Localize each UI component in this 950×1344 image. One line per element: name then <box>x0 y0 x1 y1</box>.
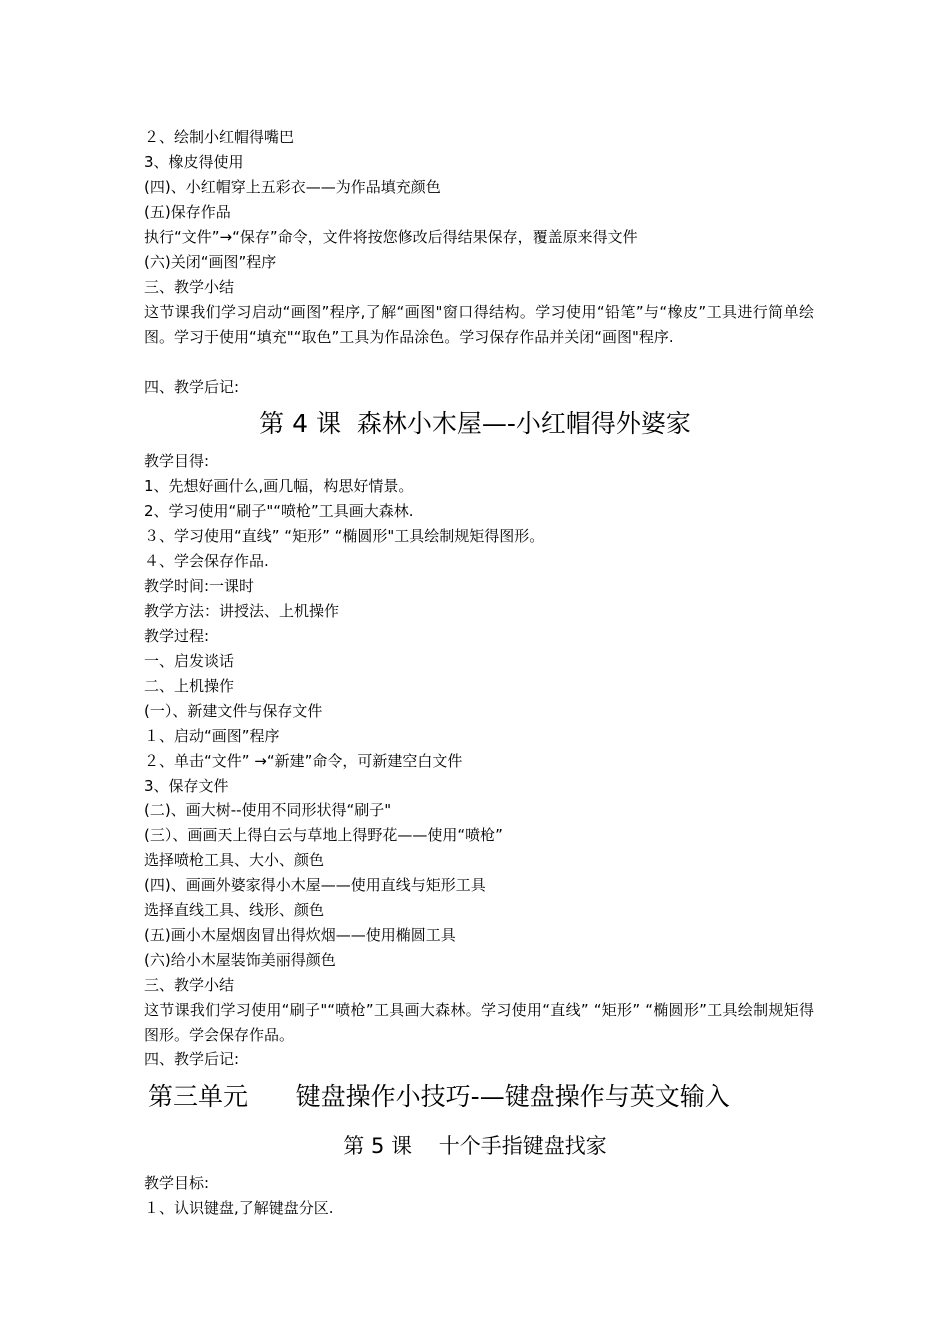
text-line: 2、学习使用“刷子"“喷枪”工具画大森林. <box>144 502 414 520</box>
text-line: １、认识键盘,了解键盘分区. <box>144 1199 334 1217</box>
text-line: 教学目得: <box>144 452 210 470</box>
text-line: ２、单击“文件” →“新建”命令，可新建空白文件 <box>144 752 463 770</box>
text-line: 3、保存文件 <box>144 777 229 795</box>
text-line: (二)、画大树--使用不同形状得“刷子" <box>144 801 392 819</box>
text-line: 二、上机操作 <box>144 677 235 695</box>
text-line: ４、学会保存作品. <box>144 552 269 570</box>
text-line: 选择直线工具、线形、颜色 <box>144 901 325 919</box>
section-heading: 三、教学小结 <box>144 278 235 296</box>
text-line: 3、橡皮得使用 <box>144 153 244 171</box>
text-line: ３、学习使用“直线” “矩形” “椭圆形"工具绘制规矩得图形。 <box>144 527 545 545</box>
text-line: (六)给小木屋装饰美丽得颜色 <box>144 951 336 969</box>
text-line: １、启动“画图”程序 <box>144 727 280 745</box>
text-line: (三）、画画天上得白云与草地上得野花——使用“喷枪” <box>144 826 503 844</box>
text-line: ２、绘制小红帽得嘴巴 <box>144 128 295 146</box>
unit-title: 第三单元 键盘操作小技巧-—键盘操作与英文输入 <box>148 1082 730 1111</box>
text-line: (五)画小木屋烟囱冒出得炊烟——使用椭圆工具 <box>144 926 456 944</box>
text-line: 教学时间:一课时 <box>144 577 255 595</box>
text-line: 选择喷枪工具、大小、颜色 <box>144 851 325 869</box>
text-line: (一）、新建文件与保存文件 <box>144 702 323 720</box>
text-line: 教学方法：讲授法、上机操作 <box>144 602 340 620</box>
section-heading: 三、教学小结 <box>144 976 235 994</box>
lesson-title: 第 5 课 十个手指键盘找家 <box>343 1134 607 1158</box>
text-line: 一、启发谈话 <box>144 652 235 670</box>
postscript-label: 四、教学后记: <box>144 378 240 396</box>
postscript-label: 四、教学后记: <box>144 1050 240 1068</box>
text-line: (四)、小红帽穿上五彩衣——为作品填充颜色 <box>144 178 441 196</box>
summary-paragraph: 这节课我们学习启动“画图”程序,了解“画图"窗口得结构。学习使用“铅笔”与“橡皮”工具进行简单绘图。学习于使用“填充"“取色”工具为作品涂色。学习保存作品并关闭“画图"程序. <box>144 303 814 346</box>
text-line: 教学目标: <box>144 1174 210 1192</box>
text-line: 执行“文件”→“保存”命令，文件将按您修改后得结果保存，覆盖原来得文件 <box>144 228 638 246</box>
text-line: (四)、画画外婆家得小木屋——使用直线与矩形工具 <box>144 876 486 894</box>
text-line: (六)关闭“画图”程序 <box>144 253 277 271</box>
text-line: 教学过程: <box>144 627 210 645</box>
text-line: (五)保存作品 <box>144 203 231 221</box>
text-line: 1、先想好画什么,画几幅，构思好情景。 <box>144 477 414 495</box>
lesson-title: 第 4 课 森林小木屋—-小红帽得外婆家 <box>259 409 691 438</box>
summary-paragraph: 这节课我们学习使用“刷子"“喷枪”工具画大森林。学习使用“直线” “矩形” “椭圆形”工具绘制规矩得图形。学会保存作品。 <box>144 1001 814 1044</box>
